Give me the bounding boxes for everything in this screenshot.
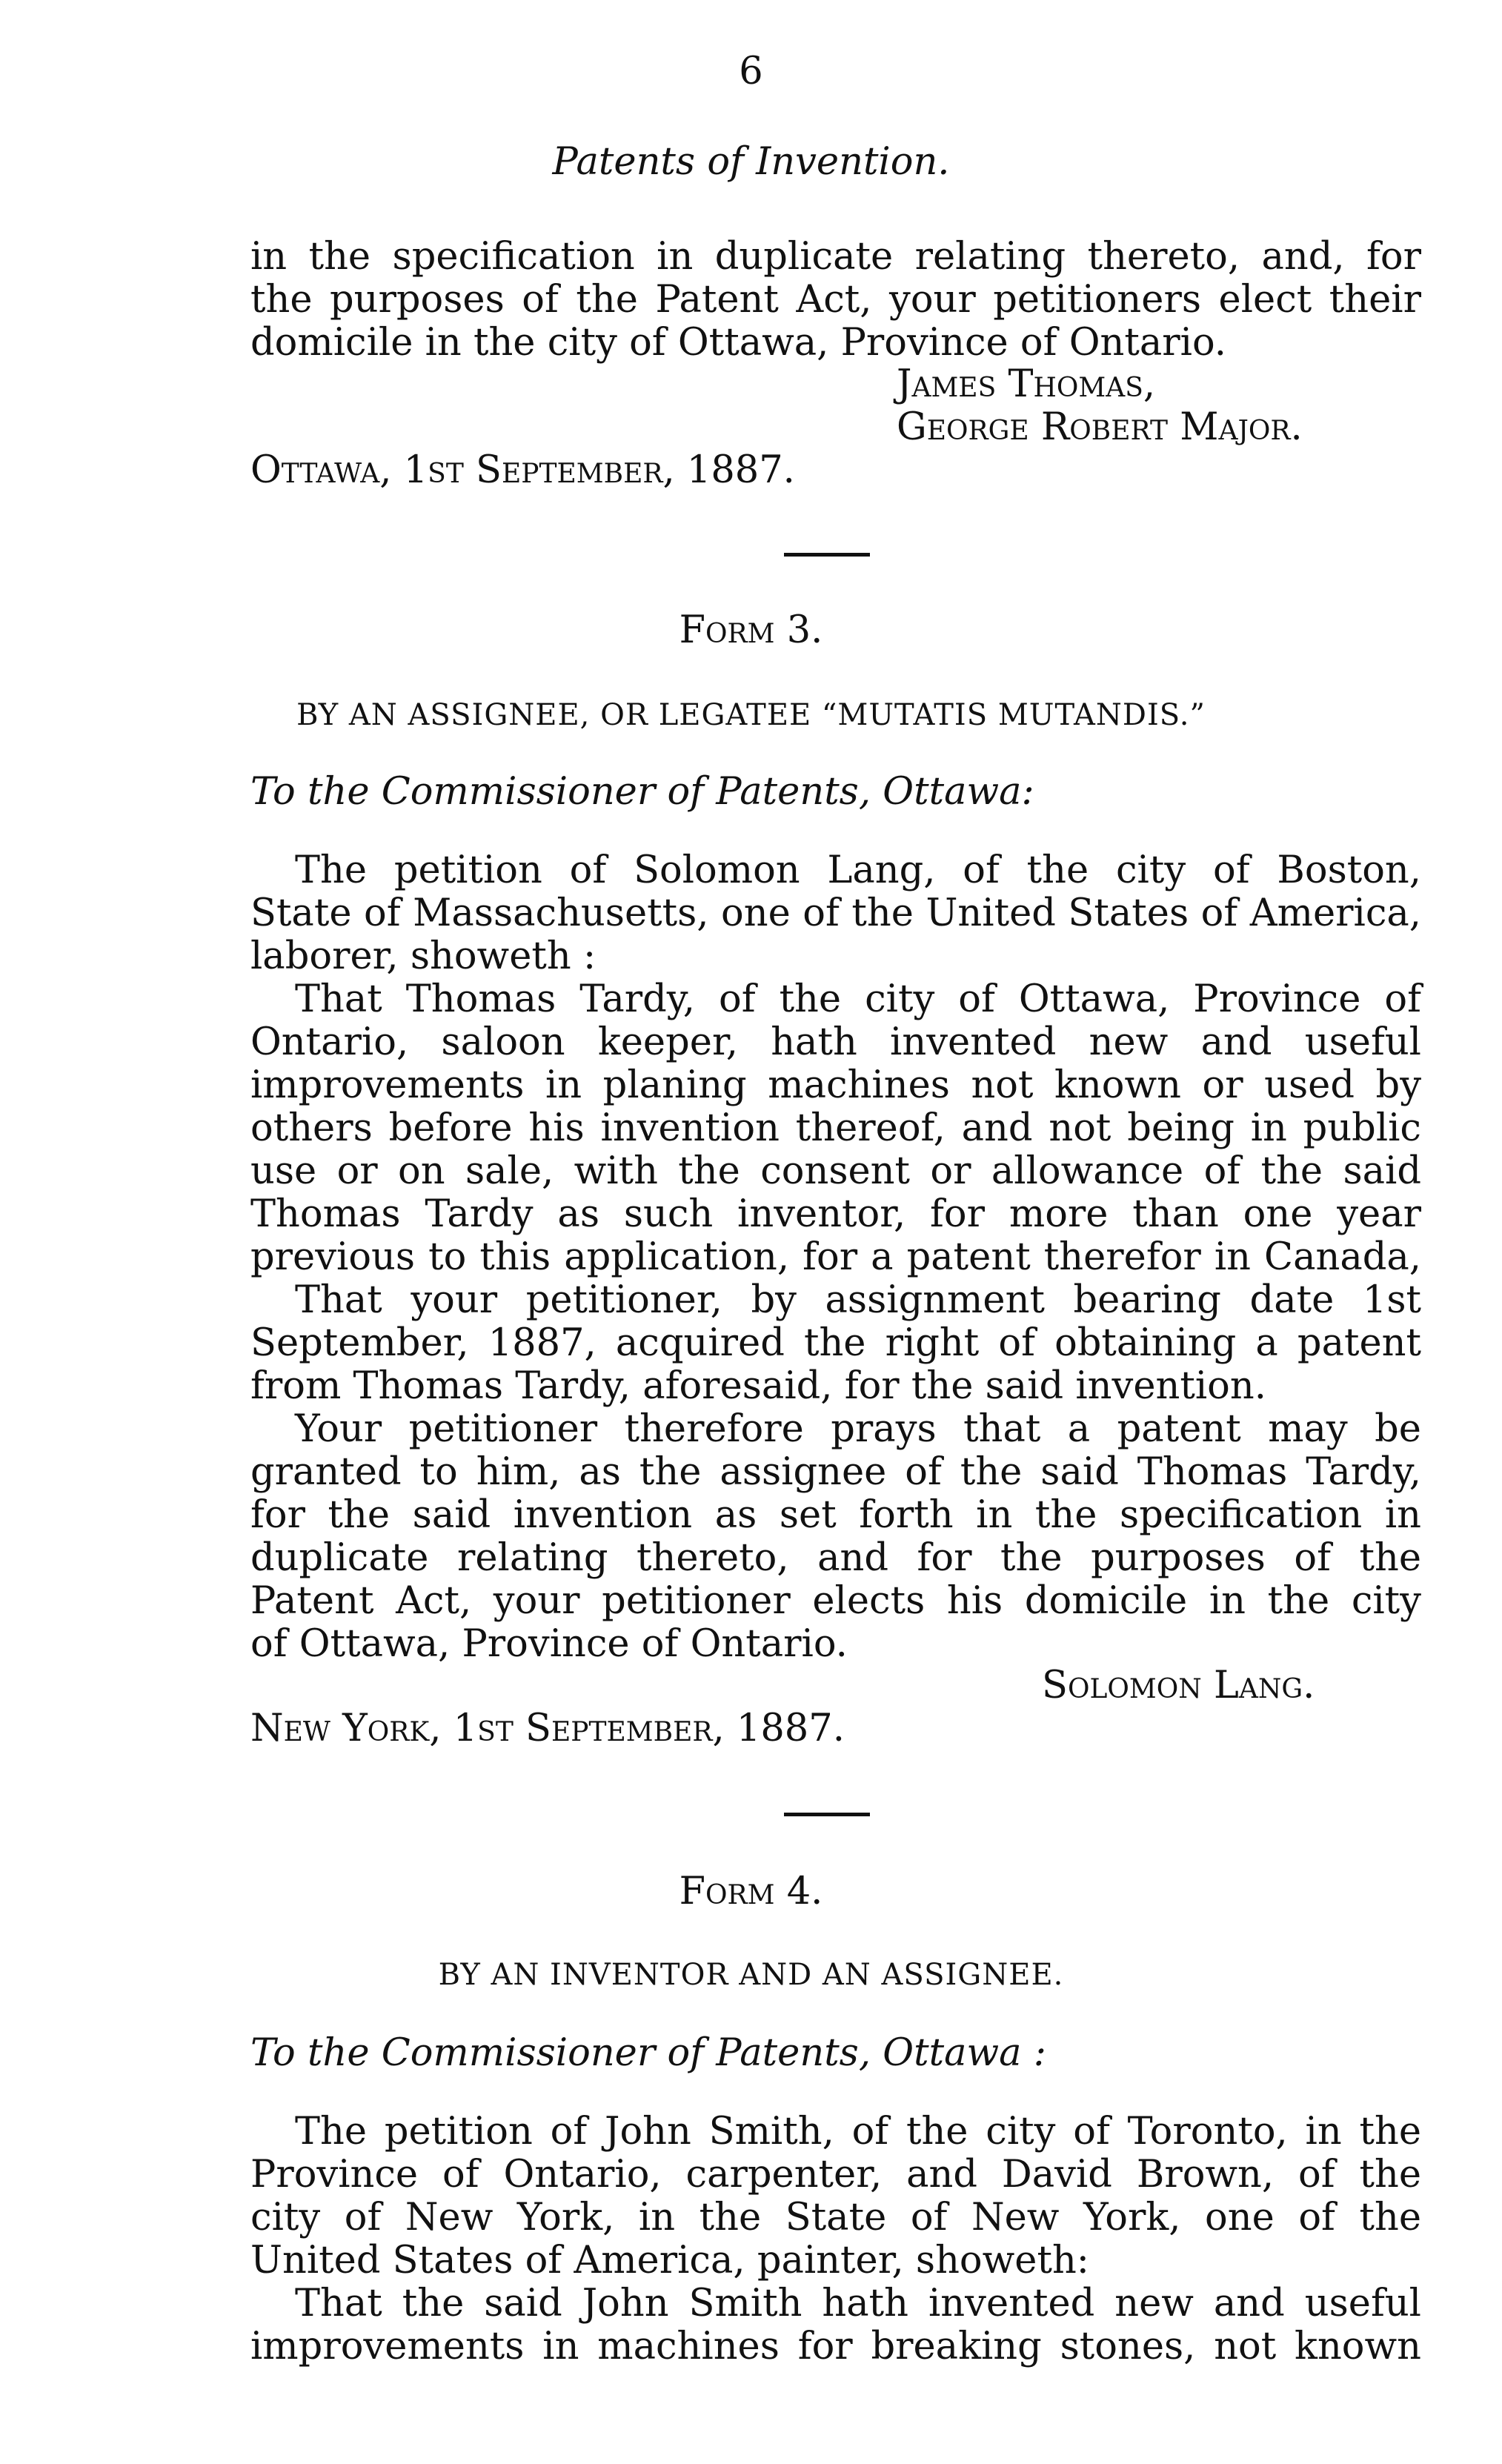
paragraph-line: from Thomas Tardy, aforesaid, for the said invention. [250, 1364, 1266, 1408]
paragraph-line: duplicate relating thereto, and for the purposes of the [250, 1536, 1421, 1580]
section-divider [784, 1813, 870, 1816]
form-4-title: Form 4. [679, 1870, 823, 1913]
paragraph-line: The petition of John Smith, of the city of Toronto, in the [295, 2110, 1421, 2153]
paragraph-line: use or on sale, with the consent or allowance of the said [250, 1149, 1421, 1193]
paragraph-line: others before his invention thereof, and not being in public [250, 1106, 1421, 1150]
paragraph-line: domicile in the city of Ottawa, Province of Ontario. [250, 321, 1226, 365]
paragraph-line: improvements in machines for breaking stones, not known [250, 2325, 1421, 2368]
section-divider [784, 553, 870, 557]
paragraph-line: granted to him, as the assignee of the said Thomas Tardy, [250, 1450, 1421, 1494]
paragraph-line: of Ottawa, Province of Ontario. [250, 1622, 848, 1666]
form-3-address: To the Commissioner of Patents, Ottawa: [250, 770, 1034, 814]
paragraph-line: United States of America, painter, showeth: [250, 2239, 1089, 2282]
form-3-subtitle: BY AN ASSIGNEE, OR LEGATEE “MUTATIS MUTANDIS.” [296, 698, 1206, 732]
paragraph-line: Patent Act, your petitioner elects his domicile in the city [250, 1579, 1421, 1623]
running-head: Patents of Invention. [552, 140, 950, 184]
paragraph-line: Thomas Tardy as such inventor, for more than one year [250, 1192, 1421, 1236]
paragraph-line: the purposes of the Patent Act, your petitioners elect their [250, 278, 1421, 322]
form-4-address: To the Commissioner of Patents, Ottawa : [250, 2031, 1046, 2075]
paragraph-line: laborer, showeth : [250, 934, 597, 978]
paragraph-line: city of New York, in the State of New York, one of the [250, 2196, 1421, 2239]
paragraph-line: September, 1887, acquired the right of obtaining a patent [250, 1321, 1421, 1365]
paragraph-line: Your petitioner therefore prays that a patent may be [295, 1407, 1421, 1451]
signature-george-robert-major: George Robert Major. [897, 405, 1303, 449]
form-4-subtitle: BY AN INVENTOR AND AN ASSIGNEE. [438, 1958, 1064, 1992]
paragraph-line: for the said invention as set forth in the specification in [250, 1493, 1421, 1537]
paragraph-line: in the specification in duplicate relating thereto, and, for [250, 235, 1421, 279]
paragraph-line: Ontario, saloon keeper, hath invented new and useful [250, 1020, 1421, 1064]
paragraph-line: previous to this application, for a patent therefor in Canada, [250, 1235, 1421, 1279]
paragraph-line: Province of Ontario, carpenter, and David Brown, of the [250, 2153, 1421, 2196]
signature-james-thomas: James Thomas, [897, 362, 1156, 406]
paragraph-line: The petition of Solomon Lang, of the city of Boston, [295, 849, 1421, 892]
form-3-title: Form 3. [679, 608, 823, 652]
place-date-ottawa: Ottawa, 1st September, 1887. [250, 448, 795, 492]
paragraph-line: That Thomas Tardy, of the city of Ottawa, Province of [295, 977, 1421, 1021]
signature-solomon-lang: Solomon Lang. [1042, 1664, 1315, 1707]
paragraph-line: improvements in planing machines not known or used by [250, 1063, 1421, 1107]
paragraph-line: That the said John Smith hath invented new and useful [295, 2282, 1421, 2325]
paragraph-line: State of Massachusetts, one of the United States of America, [250, 891, 1421, 935]
place-date-new-york: New York, 1st September, 1887. [250, 1707, 845, 1750]
page-number: 6 [739, 50, 763, 93]
paragraph-line: That your petitioner, by assignment bearing date 1st [295, 1278, 1421, 1322]
